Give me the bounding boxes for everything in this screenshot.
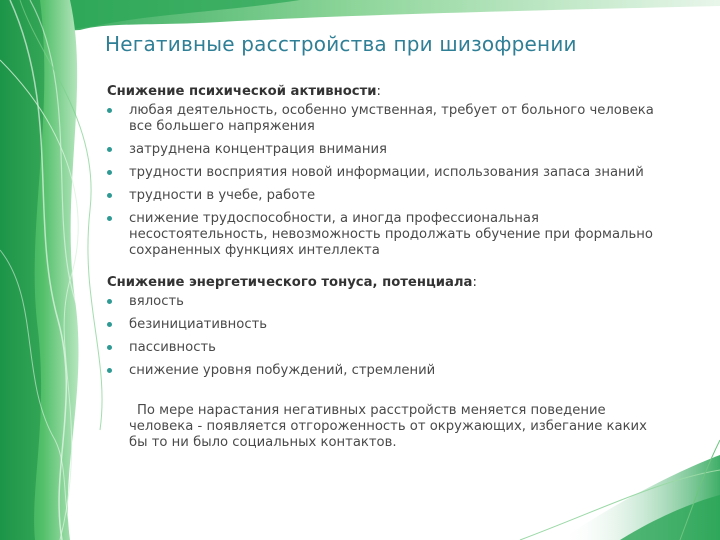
slide-title: Негативные расстройства при шизофрении: [105, 32, 577, 56]
heading-colon: :: [376, 84, 381, 99]
section-heading-text: Снижение психической активности: [107, 84, 377, 99]
bullet-icon: [107, 147, 112, 152]
list-item-text: пассивность: [129, 340, 216, 355]
list-item-text: вялость: [129, 294, 184, 309]
bullet-icon: [107, 345, 112, 350]
closing-note: По мере нарастания негативных расстройств меняется поведение человека - появляется отгороженность от окружающих, избегание каких бы то ни было социальных контактов.: [129, 403, 647, 450]
list-item: [107, 103, 667, 135]
section-mental-activity: [107, 84, 667, 259]
slide-content: [107, 84, 667, 451]
list-item: [107, 211, 667, 259]
list-item: [107, 142, 667, 158]
list-item-text: любая деятельность, особенно умственная, требует от больного человека все большего напряжения: [129, 103, 654, 134]
bullet-icon: [107, 299, 112, 304]
list-item: [107, 165, 667, 181]
list-item: [107, 188, 667, 204]
bullet-icon: [107, 368, 112, 373]
list-item: [107, 294, 667, 310]
bullet-list: [107, 103, 667, 259]
section-heading: [107, 84, 667, 100]
list-item-text: трудности в учебе, работе: [129, 188, 316, 203]
list-item-text: затруднена концентрация внимания: [129, 142, 387, 157]
list-item-text: безинициативность: [129, 317, 268, 332]
bullet-icon: [107, 170, 112, 175]
bullet-icon: [107, 108, 112, 113]
bullet-icon: [107, 216, 112, 221]
list-item: [107, 363, 667, 379]
bullet-list: [107, 294, 667, 379]
bullet-icon: [107, 322, 112, 327]
section-heading-text: Снижение энергетического тонуса, потенциала: [107, 275, 473, 290]
list-item-text: снижение уровня побуждений, стремлений: [129, 363, 436, 378]
list-item-text: снижение трудоспособности, а иногда профессиональная несостоятельность, невозможность продолжать обучение при формально сохраненных функциях интеллекта: [129, 211, 653, 258]
heading-colon: :: [472, 275, 477, 290]
section-energy-tone: [107, 275, 667, 379]
list-item: [107, 340, 667, 356]
list-item-text: трудности восприятия новой информации, использования запаса знаний: [129, 165, 644, 180]
list-item: [107, 317, 667, 333]
bullet-icon: [107, 193, 112, 198]
section-heading: [107, 275, 667, 291]
